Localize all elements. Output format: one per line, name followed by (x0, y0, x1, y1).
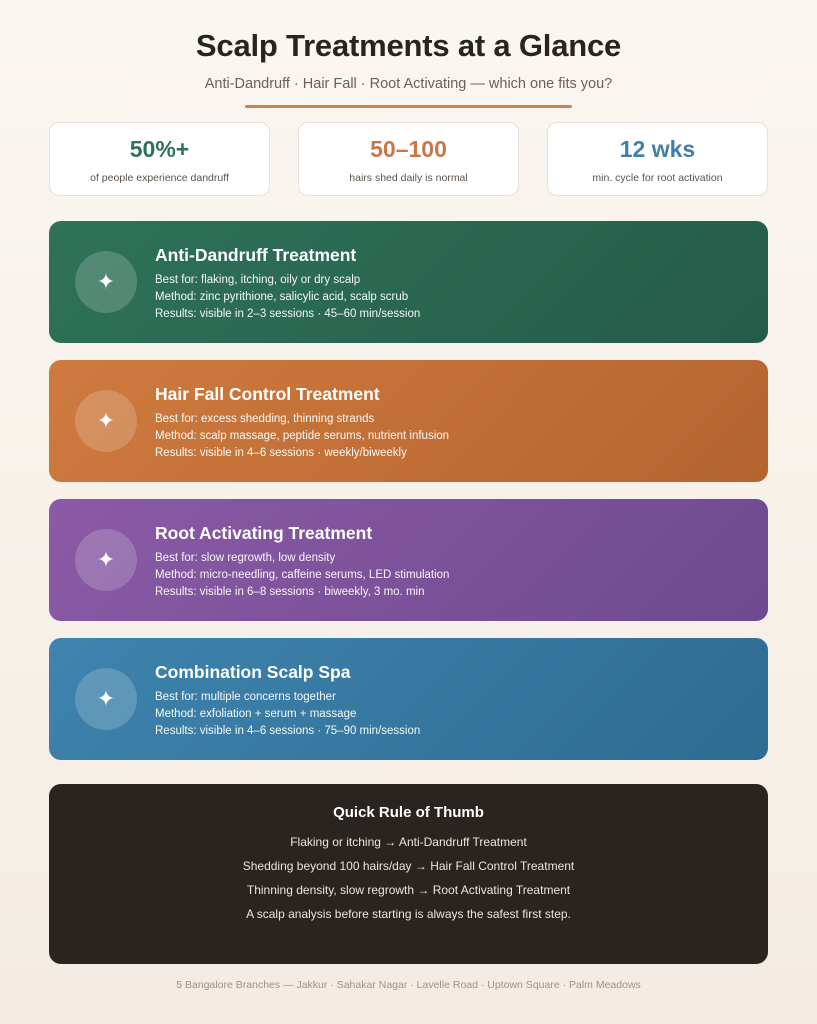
treatment-title: Root Activating Treatment (155, 523, 373, 543)
treatment-card-combination-spa (49, 638, 768, 760)
treatment-results: Results: visible in 4–6 sessions · weekly/biweekly (155, 447, 407, 459)
treatment-card-anti-dandruff (49, 221, 768, 343)
treatment-results: Results: visible in 4–6 sessions · 75–90 min/session (155, 725, 421, 737)
header (0, 0, 817, 108)
treatment-best-for: Best for: excess shedding, thinning strands (155, 413, 375, 425)
treatment-results: Results: visible in 2–3 sessions · 45–60 min/session (155, 308, 421, 320)
stat-label: min. cycle for root activation (592, 172, 723, 184)
stat-value: 50%+ (129, 136, 190, 162)
rule-title: Quick Rule of Thumb (333, 804, 484, 821)
treatment-best-for: Best for: flaking, itching, oily or dry scalp (155, 274, 361, 286)
sparkle-icon: ✦ (75, 251, 137, 313)
treatment-method: Method: scalp massage, peptide serums, nutrient infusion (155, 430, 450, 442)
stat-value: 50–100 (370, 136, 447, 162)
rule-of-thumb-panel (49, 784, 768, 964)
treatment-card-root-activating (49, 499, 768, 621)
treatment-title: Hair Fall Control Treatment (155, 384, 380, 404)
treatment-card-hair-fall (49, 360, 768, 482)
sparkle-icon: ✦ (75, 668, 137, 730)
treatment-best-for: Best for: slow regrowth, low density (155, 552, 336, 564)
stat-label: hairs shed daily is normal (349, 172, 468, 184)
stat-card-shedding (298, 122, 519, 196)
treatment-method: Method: exfoliation + serum + massage (155, 708, 357, 720)
rule-line: Thinning density, slow regrowth → Root Activating Treatment (246, 883, 571, 897)
treatment-title: Combination Scalp Spa (155, 662, 351, 682)
treatment-method: Method: micro-needling, caffeine serums, LED stimulation (155, 569, 450, 581)
sparkle-icon: ✦ (75, 529, 137, 591)
title-divider (245, 105, 572, 108)
treatment-title: Anti-Dandruff Treatment (155, 245, 357, 265)
page-title: Scalp Treatments at a Glance (195, 28, 622, 63)
rule-line: Flaking or itching → Anti-Dandruff Treatment (290, 835, 527, 849)
rule-line: A scalp analysis before starting is always the safest first step. (246, 907, 571, 921)
sparkle-icon: ✦ (75, 390, 137, 452)
branches-footer: 5 Bangalore Branches — Jakkur · Sahakar Nagar · Lavelle Road · Uptown Square · Palm Meadows (176, 979, 641, 991)
stat-label: of people experience dandruff (90, 172, 229, 184)
stat-value: 12 wks (619, 136, 696, 162)
page-subtitle: Anti-Dandruff · Hair Fall · Root Activating — which one fits you? (204, 76, 613, 92)
treatment-method: Method: zinc pyrithione, salicylic acid, scalp scrub (155, 291, 409, 303)
stat-card-root-cycle (547, 122, 768, 196)
treatment-results: Results: visible in 6–8 sessions · biweekly, 3 mo. min (155, 586, 425, 598)
rule-line: Shedding beyond 100 hairs/day → Hair Fall Control Treatment (242, 859, 575, 873)
treatment-best-for: Best for: multiple concerns together (155, 691, 336, 703)
stat-card-dandruff (49, 122, 270, 196)
stats-row (49, 122, 768, 196)
